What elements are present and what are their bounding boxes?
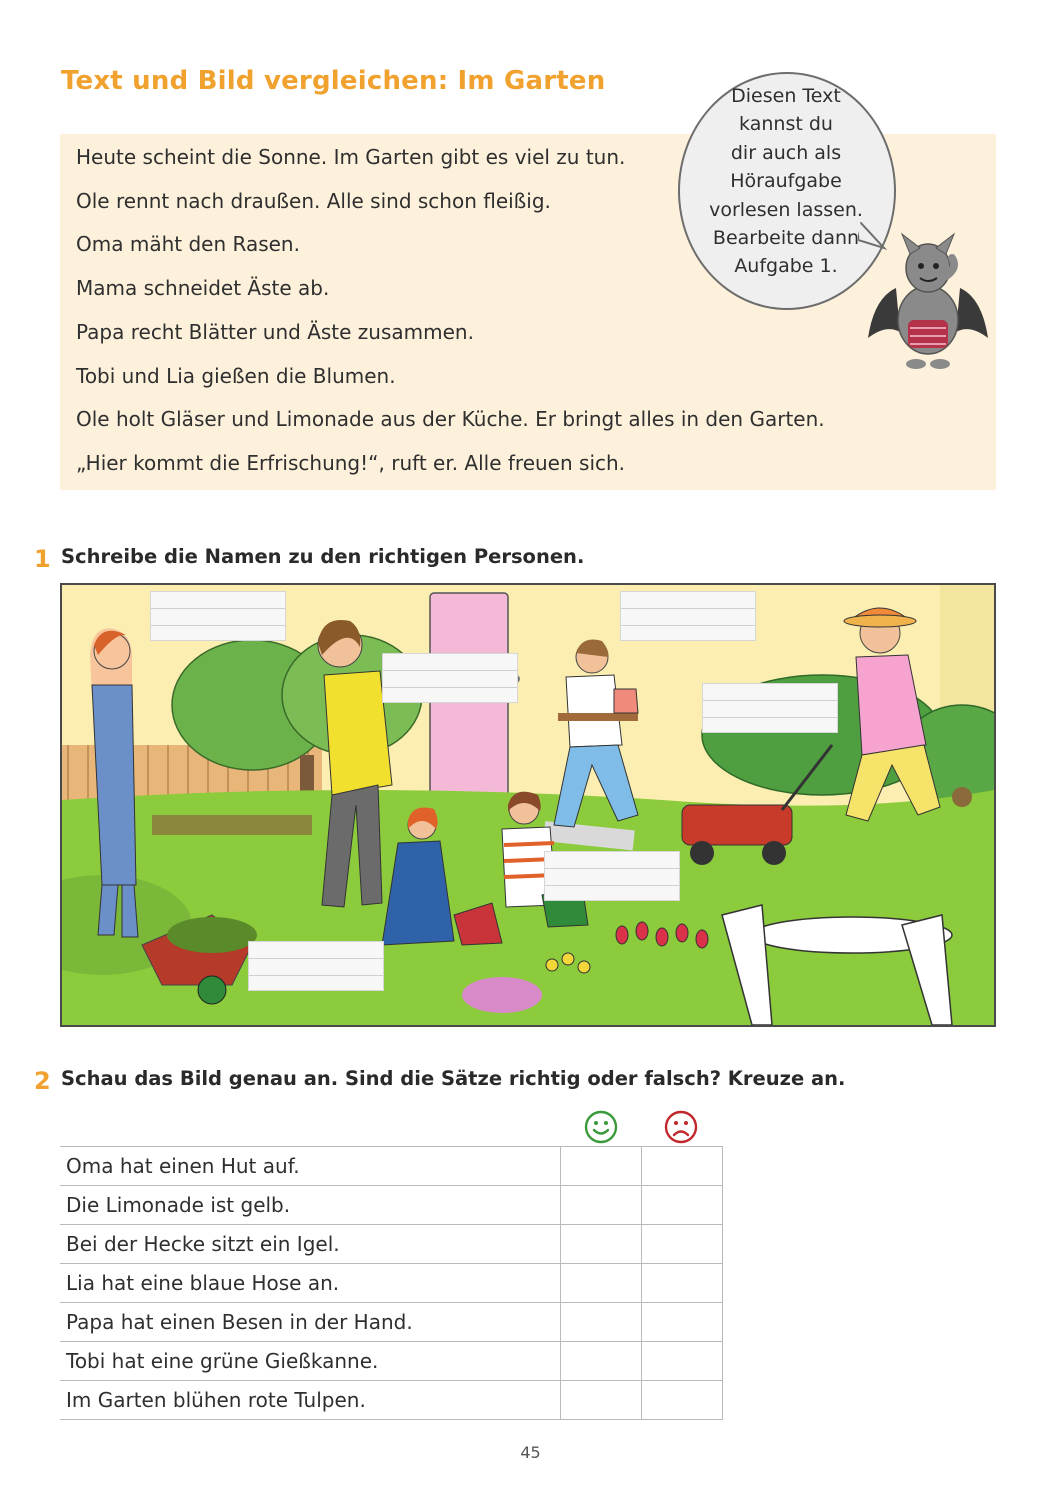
page-title: Text und Bild vergleichen: Im Garten — [61, 66, 606, 96]
statement-text: Lia hat eine blaue Hose an. — [60, 1264, 560, 1303]
story-line: Ole rennt nach draußen. Alle sind schon fleißig. — [76, 189, 551, 213]
true-checkbox[interactable] — [560, 1225, 641, 1264]
false-checkbox[interactable] — [641, 1147, 722, 1186]
true-checkbox[interactable] — [560, 1381, 641, 1420]
smiley-happy-icon — [584, 1110, 618, 1144]
table-row — [60, 1303, 722, 1342]
page-number: 45 — [520, 1443, 541, 1462]
false-checkbox[interactable] — [641, 1186, 722, 1225]
name-label-field[interactable] — [248, 941, 384, 991]
name-label-field[interactable] — [382, 653, 518, 703]
table-row — [60, 1381, 722, 1420]
statement-text: Im Garten blühen rote Tulpen. — [60, 1381, 560, 1420]
bat-mascot-illustration — [866, 228, 990, 376]
true-checkbox[interactable] — [560, 1303, 641, 1342]
story-line: „Hier kommt die Erfrischung!“, ruft er. Alle freuen sich. — [76, 451, 626, 475]
false-checkbox[interactable] — [641, 1303, 722, 1342]
smiley-sad-icon — [664, 1110, 698, 1144]
story-line: Heute scheint die Sonne. Im Garten gibt es viel zu tun. — [76, 145, 626, 169]
task-number: 1 — [34, 545, 51, 573]
table-row — [60, 1186, 722, 1225]
story-line: Ole holt Gläser und Limonade aus der Küche. Er bringt alles in den Garten. — [76, 407, 825, 431]
story-line: Oma mäht den Rasen. — [76, 232, 300, 256]
garden-scene-drawing — [62, 585, 994, 1025]
true-checkbox[interactable] — [560, 1147, 641, 1186]
table-row — [60, 1147, 722, 1186]
name-label-field[interactable] — [702, 683, 838, 733]
table-row — [60, 1342, 722, 1381]
speech-bubble-text: Diesen Text kannst du dir auch als Höraufgabe vorlesen lassen. Bearbeite dann Aufgabe 1. — [709, 85, 863, 278]
false-checkbox[interactable] — [641, 1342, 722, 1381]
story-line: Mama schneidet Äste ab. — [76, 276, 330, 300]
story-line: Papa recht Blätter und Äste zusammen. — [76, 320, 474, 344]
true-false-table — [60, 1146, 723, 1420]
task-instruction: Schreibe die Namen zu den richtigen Personen. — [61, 545, 585, 568]
task-instruction: Schau das Bild genau an. Sind die Sätze richtig oder falsch? Kreuze an. — [61, 1067, 846, 1090]
true-checkbox[interactable] — [560, 1186, 641, 1225]
statement-text: Papa hat einen Besen in der Hand. — [60, 1303, 560, 1342]
statement-text: Die Limonade ist gelb. — [60, 1186, 560, 1225]
statement-text: Tobi hat eine grüne Gießkanne. — [60, 1342, 560, 1381]
table-row — [60, 1264, 722, 1303]
statement-text: Bei der Hecke sitzt ein Igel. — [60, 1225, 560, 1264]
true-checkbox[interactable] — [560, 1342, 641, 1381]
story-line: Tobi und Lia gießen die Blumen. — [76, 364, 396, 388]
table-row — [60, 1225, 722, 1264]
garden-scene-illustration — [60, 583, 996, 1027]
name-label-field[interactable] — [620, 591, 756, 641]
statement-text: Oma hat einen Hut auf. — [60, 1147, 560, 1186]
false-checkbox[interactable] — [641, 1264, 722, 1303]
name-label-field[interactable] — [544, 851, 680, 901]
false-checkbox[interactable] — [641, 1225, 722, 1264]
task-number: 2 — [34, 1067, 51, 1095]
true-checkbox[interactable] — [560, 1264, 641, 1303]
false-checkbox[interactable] — [641, 1381, 722, 1420]
name-label-field[interactable] — [150, 591, 286, 641]
